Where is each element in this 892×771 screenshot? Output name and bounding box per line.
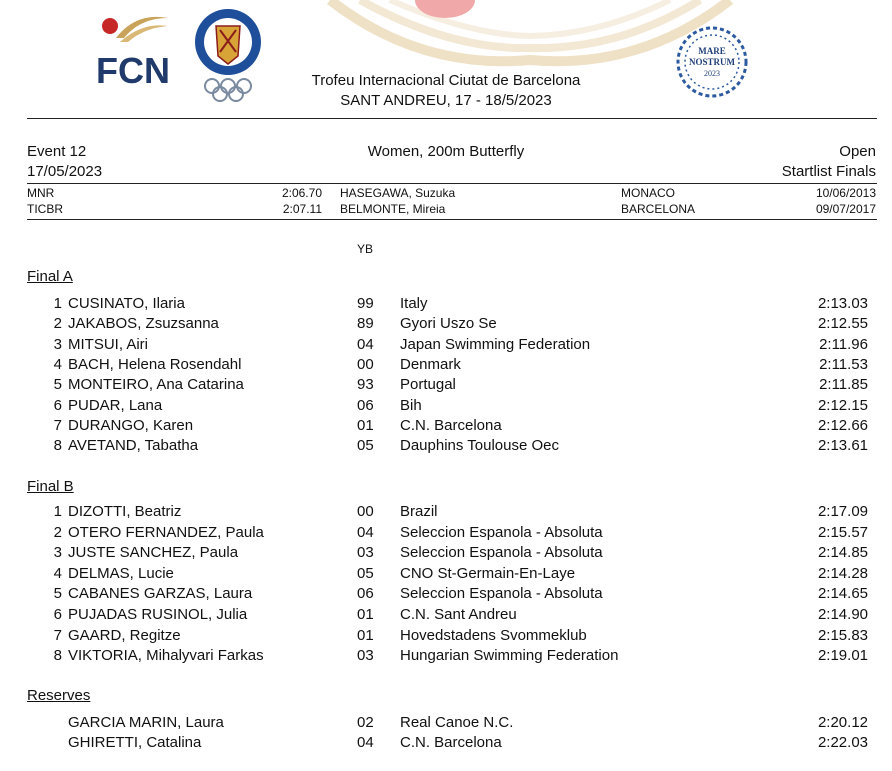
- lane-number: 7: [53, 626, 62, 644]
- team-name: Gyori Uszo Se: [400, 315, 497, 333]
- event-divider: [27, 183, 877, 184]
- team-name: CNO St-Germain-En-Laye: [400, 564, 576, 582]
- entry-time: 2:19.01: [817, 647, 868, 665]
- team-name: C.N. Barcelona: [400, 734, 502, 751]
- entry-time: 2:11.53: [819, 355, 868, 373]
- lane-number: 6: [53, 396, 62, 414]
- year-of-birth: 05: [357, 564, 374, 582]
- year-of-birth: 93: [357, 376, 374, 394]
- svg-text:MARE: MARE: [698, 46, 726, 56]
- year-of-birth: 04: [357, 523, 374, 541]
- swimmer-name: DIZOTTI, Beatriz: [68, 503, 182, 520]
- entry-time: 2:11.96: [819, 335, 868, 353]
- startlist-row: [0, 295, 892, 313]
- team-name: Denmark: [400, 355, 461, 373]
- competition-title: Trofeu Internacional Ciutat de Barcelona: [311, 72, 581, 89]
- startlist-row: [0, 397, 892, 415]
- entry-time: 2:11.85: [819, 376, 868, 394]
- entry-time: 2:22.03: [817, 734, 868, 751]
- team-name: C.N. Sant Andreu: [400, 606, 517, 623]
- final-a-heading: Final A: [27, 268, 73, 285]
- entry-time: 2:12.15: [817, 396, 868, 414]
- swimmer-name: JAKABOS, Zsuzsanna: [68, 315, 219, 333]
- lane-number: 5: [53, 585, 62, 603]
- lane-number: 8: [53, 437, 62, 455]
- swimmer-name: GARCIA MARIN, Laura: [68, 714, 224, 731]
- entry-time: 2:14.90: [817, 606, 868, 623]
- startlist-row: [0, 714, 892, 732]
- swimmer-name: CUSINATO, Ilaria: [68, 295, 185, 312]
- year-of-birth: 01: [357, 626, 374, 644]
- team-name: Dauphins Toulouse Oec: [400, 437, 559, 455]
- team-name: Portugal: [400, 376, 456, 394]
- entry-time: 2:14.65: [817, 585, 868, 603]
- year-of-birth: 06: [357, 585, 374, 603]
- entry-time: 2:15.83: [817, 626, 868, 644]
- team-name: Hovedstadens Svommeklub: [400, 626, 587, 644]
- record-row: [0, 186, 892, 202]
- year-of-birth: 00: [357, 503, 374, 520]
- record-time: 2:06.70: [281, 186, 322, 200]
- reserves-heading: Reserves: [27, 687, 91, 704]
- year-of-birth: 03: [357, 544, 374, 562]
- swimmer-name: CABANES GARZAS, Laura: [68, 585, 253, 603]
- swimmer-name: MONTEIRO, Ana Catarina: [68, 376, 244, 394]
- record-code: MNR: [27, 186, 55, 200]
- swimmer-name: DELMAS, Lucie: [68, 564, 174, 582]
- header-divider: [27, 118, 877, 119]
- lane-number: 2: [53, 315, 62, 333]
- year-of-birth: 01: [357, 416, 374, 434]
- fcn-logo-swoosh: [96, 8, 170, 48]
- startlist-row: [0, 376, 892, 394]
- record-place: MONACO: [621, 186, 675, 200]
- team-name: C.N. Barcelona: [400, 416, 502, 434]
- lane-number: 8: [53, 647, 62, 665]
- startlist-row: [0, 524, 892, 542]
- lane-number: 7: [53, 416, 62, 434]
- year-of-birth: 05: [357, 437, 374, 455]
- record-holder: HASEGAWA, Suzuka: [340, 186, 456, 200]
- swimmer-name: JUSTE SANCHEZ, Paula: [68, 544, 239, 562]
- swimmer-name: BACH, Helena Rosendahl: [68, 355, 242, 373]
- team-name: Bih: [400, 396, 422, 414]
- startlist-row: [0, 647, 892, 665]
- record-code: TICBR: [27, 202, 63, 216]
- startlist-row: [0, 627, 892, 645]
- year-of-birth: 00: [357, 355, 374, 373]
- startlist-row: [0, 734, 892, 752]
- year-of-birth-header: YB: [357, 242, 374, 256]
- entry-time: 2:15.57: [817, 523, 868, 541]
- year-of-birth: 06: [357, 396, 374, 414]
- year-of-birth: 04: [357, 734, 374, 751]
- record-place: BARCELONA: [621, 202, 696, 216]
- startlist-row: [0, 544, 892, 562]
- startlist-row: [0, 356, 892, 374]
- startlist-row: [0, 417, 892, 435]
- swimmer-name: MITSUI, Airi: [68, 335, 149, 353]
- startlist-row: [0, 565, 892, 583]
- record-holder: BELMONTE, Mireia: [340, 202, 446, 216]
- event-category: Open: [839, 143, 876, 160]
- entry-time: 2:14.28: [817, 564, 868, 582]
- record-date: 09/07/2017: [815, 202, 876, 216]
- team-name: Seleccion Espanola - Absoluta: [400, 523, 603, 541]
- lane-number: 5: [53, 376, 62, 394]
- record-time: 2:07.11: [282, 202, 322, 216]
- lane-number: 1: [53, 503, 62, 520]
- year-of-birth: 04: [357, 335, 374, 353]
- lane-number: 4: [53, 564, 62, 582]
- entry-time: 2:12.55: [817, 315, 868, 333]
- startlist-row: [0, 503, 892, 521]
- lane-number: 2: [53, 523, 62, 541]
- svg-text:2023: 2023: [704, 69, 720, 78]
- lane-number: 6: [53, 606, 62, 623]
- record-row: [0, 202, 892, 218]
- team-name: Italy: [400, 295, 428, 312]
- year-of-birth: 01: [357, 606, 374, 623]
- lane-number: 4: [53, 355, 62, 373]
- team-name: Seleccion Espanola - Absoluta: [400, 585, 603, 603]
- lane-number: 3: [53, 335, 62, 353]
- swimmer-name: PUDAR, Lana: [68, 396, 163, 414]
- startlist-row: [0, 606, 892, 624]
- fcn-logo-text: FCN: [96, 50, 170, 91]
- swimmer-name: OTERO FERNANDEZ, Paula: [68, 523, 264, 541]
- svg-text:NOSTRUM: NOSTRUM: [688, 57, 736, 67]
- entry-time: 2:14.85: [817, 544, 868, 562]
- records-divider: [27, 219, 877, 220]
- lane-number: 1: [53, 295, 62, 312]
- entry-time: 2:17.09: [817, 503, 868, 520]
- final-b-heading: Final B: [27, 478, 74, 495]
- team-name: Seleccion Espanola - Absoluta: [400, 544, 603, 562]
- event-number: Event 12: [27, 143, 87, 160]
- team-name: Brazil: [400, 503, 438, 520]
- year-of-birth: 99: [357, 295, 374, 312]
- startlist-row: [0, 336, 892, 354]
- year-of-birth: 03: [357, 647, 374, 665]
- lane-number: 3: [53, 544, 62, 562]
- event-date: 17/05/2023: [27, 163, 103, 180]
- year-of-birth: 02: [357, 714, 374, 731]
- swimmer-name: PUJADAS RUSINOL, Julia: [68, 606, 248, 623]
- year-of-birth: 89: [357, 315, 374, 333]
- startlist-row: [0, 585, 892, 603]
- event-title: Women, 200m Butterfly: [367, 143, 525, 160]
- swimmer-name: VIKTORIA, Mihalyvari Farkas: [68, 647, 264, 665]
- swimmer-name: GHIRETTI, Catalina: [68, 734, 202, 751]
- entry-time: 2:13.61: [817, 437, 868, 455]
- record-date: 10/06/2013: [815, 186, 876, 200]
- list-type: Startlist Finals: [781, 163, 876, 180]
- competition-venue-dates: SANT ANDREU, 17 - 18/5/2023: [340, 92, 552, 109]
- entry-time: 2:20.12: [817, 714, 868, 731]
- swimmer-name: GAARD, Regitze: [68, 626, 181, 644]
- swimmer-name: DURANGO, Karen: [68, 416, 194, 434]
- entry-time: 2:12.66: [817, 416, 868, 434]
- team-name: Hungarian Swimming Federation: [400, 647, 619, 665]
- team-name: Japan Swimming Federation: [400, 335, 591, 353]
- team-name: Real Canoe N.C.: [400, 714, 514, 731]
- startlist-row: [0, 437, 892, 455]
- startlist-row: [0, 315, 892, 333]
- swimmer-name: AVETAND, Tabatha: [68, 437, 199, 455]
- entry-time: 2:13.03: [817, 295, 868, 312]
